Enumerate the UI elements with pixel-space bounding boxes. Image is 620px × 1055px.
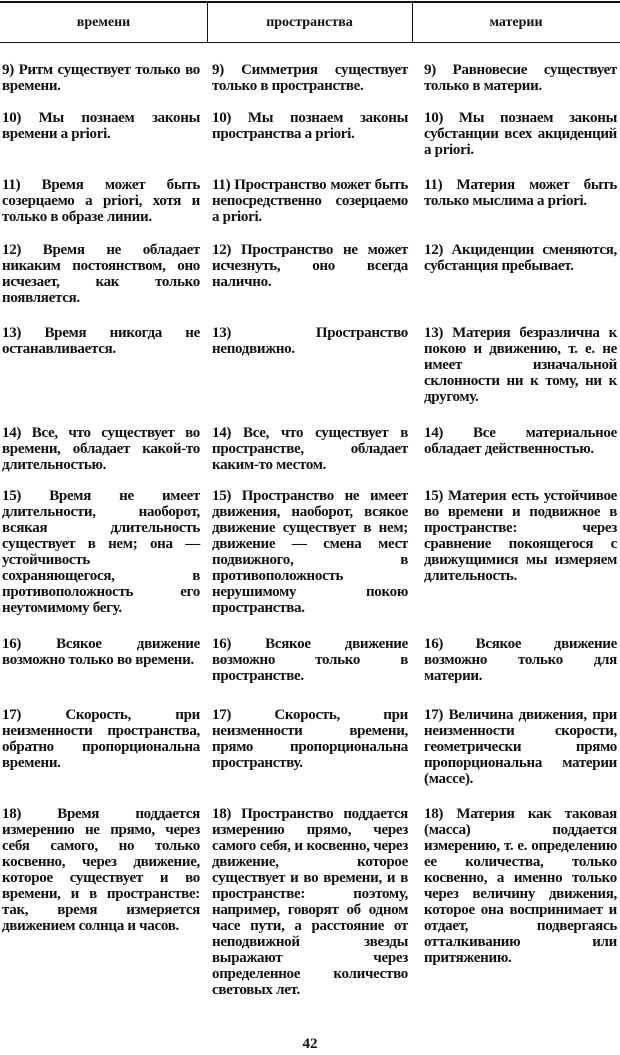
table-cell: 18) Материя как таковая (масса) поддается измерению, т. е. определению ее количества, только косвенно, а именно только через величину движения, которое она воспринимает и отдает, подвергаясь отталкиванию или притяжению.	[424, 806, 617, 966]
table-cell: 9) Равновесие существует только в материи.	[424, 62, 617, 94]
table-cell: 15) Материя есть устойчивое во времени и подвижное в пространстве: через сравнение покоящегося с движущимися мы измеряем длительность.	[424, 488, 617, 584]
table-cell: 9) Ритм существует только во времени.	[2, 62, 200, 94]
table-cell: 17) Величина движения, при неизменности скорости, геометрически прямо пропорциональна материи (массе).	[424, 707, 617, 787]
table-cell: 17) Скорость, при неизменности пространства, обратно пропорциональна времени.	[2, 707, 200, 771]
table-cell: 16) Всякое движение возможно только во времени.	[2, 636, 200, 668]
table-cell: 14) Все, что существует во времени, обладает какой-то длительностью.	[2, 425, 200, 473]
table-cell: 11) Материя может быть только мыслима a priori.	[424, 177, 617, 209]
column-header-time: времени	[76, 15, 131, 30]
table-cell: 12) Акциденции сменяются, субстанция пребывает.	[424, 242, 617, 274]
table-cell: 14) Все материальное обладает действенностью.	[424, 425, 617, 457]
table-cell: 10) Мы познаем законы пространства a priori.	[212, 110, 408, 142]
table-cell: 9) Симметрия существует только в пространстве.	[212, 62, 408, 94]
table-cell: 17) Скорость, при неизменности времени, прямо пропорциональна пространству.	[212, 707, 408, 771]
table-cell: 11) Пространство может быть непосредственно созерцаемо a priori.	[212, 177, 408, 225]
table-cell: 13) Время никогда не останавливается.	[2, 325, 200, 357]
column-header-space: пространства	[266, 15, 353, 30]
table-cell: 12) Пространство не может исчезнуть, оно всегда налично.	[212, 242, 408, 290]
table-cell: 15) Время не имеет длительности, наоборот, всякая длительность существует в нем; она — устойчивость сохраняющегося, в противоположность его неутомимому бегу.	[2, 488, 200, 616]
table-cell: 18) Пространство поддается измерению прямо, через самого себя, и косвенно, через движение, которое существует и во времени, и в пространстве: поэтому, например, говорят об одном часе пути, а расстояние от неподвижной звезды выражают через определенное количество световых лет.	[212, 806, 408, 998]
table-cell: 13) Пространство неподвижно.	[212, 325, 408, 357]
table-cell: 11) Время может быть созерцаемо a priori, хотя и только в образе линии.	[2, 177, 200, 225]
table-cell: 16) Всякое движение возможно только в пространстве.	[212, 636, 408, 684]
header-bottom-rule	[0, 42, 620, 43]
table-cell: 13) Материя безразлична к покою и движению, т. е. не имеет изначальной склонности ни к тому, ни к другому.	[424, 325, 617, 405]
table-cell: 16) Всякое движение возможно только для материи.	[424, 636, 617, 684]
table-cell: 10) Мы познаем законы субстанции всех акциденций a priori.	[424, 110, 617, 158]
table-cell: 18) Время поддается измерению не прямо, через себя самого, но только косвенно, через движение, которое существует и во времени, и в пространстве: так, время измеряется движением солнца и часов.	[2, 806, 200, 934]
table-cell: 15) Пространство не имеет движения, наоборот, всякое движение существует в нем; движение — смена мест подвижного, в противоположность нерушимому покою пространства.	[212, 488, 408, 616]
table-cell: 14) Все, что существует в пространстве, обладает каким-то местом.	[212, 425, 408, 473]
table-cell: 12) Время не обладает никаким постоянством, оно исчезает, как только появляется.	[2, 242, 200, 306]
table-cell: 10) Мы познаем законы времени a priori.	[2, 110, 200, 142]
page-number: 42	[302, 1036, 318, 1052]
column-header-matter: материи	[489, 15, 543, 30]
